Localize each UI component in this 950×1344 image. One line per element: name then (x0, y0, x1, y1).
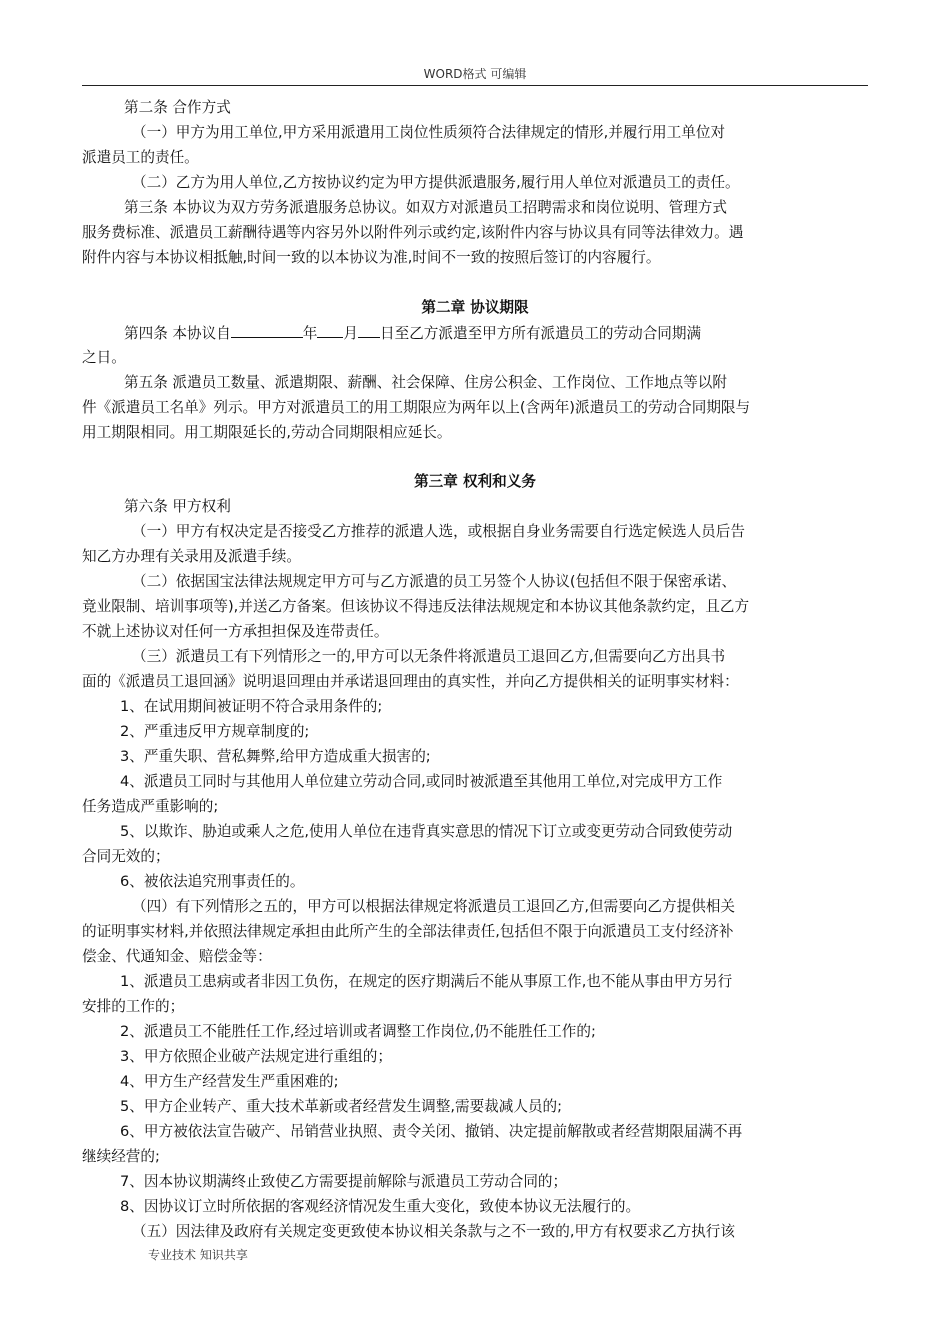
article-2-clause-2: （二）乙方为用人单位,乙方按协议约定为甲方提供派遣服务,履行用人单位对派遣员工的责任。 (132, 174, 740, 191)
list-item: 4、派遣员工同时与其他用人单位建立劳动合同,或同时被派遣至其他用工单位,对完成甲方工作 (120, 773, 723, 790)
chapter-3-heading: 第三章 权利和义务 (414, 473, 536, 490)
month-blank[interactable] (317, 323, 343, 338)
article-6-clause-3-cont: 面的《派遣员工退回涵》说明退回理由并承诺退回理由的真实性，并向乙方提供相关的证明事实材料： (82, 673, 739, 690)
article-6-title: 第六条 甲方权利 (124, 498, 231, 515)
page-footer: 专业技术 知识共享 (148, 1248, 248, 1262)
article-2-clause-1: （一）甲方为用工单位,甲方采用派遣用工岗位性质须符合法律规定的情形,并履行用工单位对 (132, 124, 726, 141)
day-blank[interactable] (358, 323, 380, 338)
list-item: 6、被依法追究刑事责任的。 (120, 873, 305, 890)
article-6-clause-3: （三）派遣员工有下列情形之一的,甲方可以无条件将派遣员工退回乙方,但需要向乙方出具书 (132, 648, 726, 665)
article-3-line-3: 附件内容与本协议相抵触,时间一致的以本协议为准,时间不一致的按照后签订的内容履行。 (82, 249, 661, 266)
article-5-line-2: 件《派遣员工名单》列示。甲方对派遣员工的用工期限应为两年以上(含两年)派遣员工的劳动合同期限与 (82, 399, 751, 416)
list-item: 8、因协议订立时所依据的客观经济情况发生重大变化，致使本协议无法履行的。 (120, 1198, 641, 1215)
list-item-cont: 任务造成严重影响的; (82, 798, 219, 815)
list-item: 4、甲方生产经营发生严重困难的; (120, 1073, 339, 1090)
article-6-clause-1-cont: 知乙方办理有关录用及派遣手续。 (82, 548, 301, 565)
list-item: 1、在试用期间被证明不符合录用条件的; (120, 698, 383, 715)
list-item: 3、甲方依照企业破产法规定进行重组的； (120, 1048, 392, 1065)
article-4-prefix: 第四条 本协议自 (124, 325, 231, 342)
article-4-year-label: 年 (302, 325, 318, 342)
article-4-month-label: 月 (343, 325, 359, 342)
chapter-2-heading: 第二章 协议期限 (421, 299, 529, 316)
list-item-cont: 合同无效的； (82, 848, 170, 865)
list-item: 7、因本协议期满终止致使乙方需要提前解除与派遣员工劳动合同的； (120, 1173, 568, 1190)
list-item: 3、严重失职、营私舞弊,给甲方造成重大损害的; (120, 748, 431, 765)
article-3-line-1: 第三条 本协议为双方劳务派遣服务总协议。如双方对派遣员工招聘需求和岗位说明、管理方式 (124, 199, 727, 216)
article-2-clause-1-cont: 派遣员工的责任。 (82, 149, 199, 166)
article-5-line-3: 用工期限相同。用工期限延长的,劳动合同期限相应延长。 (82, 424, 452, 441)
article-4-line-2: 之日。 (82, 349, 126, 366)
list-item-cont: 继续经营的; (82, 1148, 160, 1165)
article-6-clause-5: （五）因法律及政府有关规定变更致使本协议相关条款与之不一致的,甲方有权要求乙方执行该 (132, 1223, 735, 1240)
header-divider (82, 85, 868, 86)
article-4-line-1 (124, 323, 701, 343)
list-item: 2、派遣员工不能胜任工作,经过培训或者调整工作岗位,仍不能胜任工作的; (120, 1023, 596, 1040)
list-item: 5、以欺诈、胁迫或乘人之危,使用人单位在违背真实意思的情况下订立或变更劳动合同致使劳动 (120, 823, 733, 840)
list-item-cont: 安排的工作的； (82, 998, 185, 1015)
article-2-title: 第二条 合作方式 (124, 99, 231, 116)
list-item: 1、派遣员工患病或者非因工负伤，在规定的医疗期满后不能从事原工作,也不能从事由甲方另行 (120, 973, 733, 990)
list-item: 5、甲方企业转产、重大技术革新或者经营发生调整,需要裁减人员的; (120, 1098, 563, 1115)
list-item: 6、甲方被依法宣告破产、吊销营业执照、责令关闭、撤销、决定提前解散或者经营期限届满不再 (120, 1123, 743, 1140)
article-6-clause-2: （二）依据国宝法律法规规定甲方可与乙方派遣的员工另签个人协议(包括但不限于保密承诺、 (132, 573, 737, 590)
article-6-clause-4-cont: 偿金、代通知金、赔偿金等： (82, 948, 272, 965)
page-header: WORD格式 可编辑 (423, 67, 527, 81)
article-6-clause-4-cont: 的证明事实材料,并依照法律规定承担由此所产生的全部法律责任,包括但不限于向派遣员工支付经济补 (82, 923, 734, 940)
year-blank[interactable] (231, 323, 303, 338)
list-item: 2、严重违反甲方规章制度的; (120, 723, 310, 740)
article-6-clause-2-cont: 竟业限制、培训事项等),并送乙方备案。但该协议不得违反法律法规规定和本协议其他条款约定，且乙方 (82, 598, 750, 615)
article-6-clause-4: （四）有下列情形之五的，甲方可以根据法律规定将派遣员工退回乙方,但需要向乙方提供相关 (132, 898, 735, 915)
article-3-line-2: 服务费标准、派遣员工薪酬待遇等内容另外以附件列示或约定,该附件内容与协议具有同等法律效力。遇 (82, 224, 744, 241)
article-6-clause-2-cont: 不就上述协议对任何一方承担担保及连带责任。 (82, 623, 389, 640)
article-4-suffix: 日至乙方派遣至甲方所有派遣员工的劳动合同期满 (380, 325, 702, 342)
article-5-line-1: 第五条 派遣员工数量、派遣期限、薪酬、社会保障、住房公积金、工作岗位、工作地点等以附 (124, 374, 727, 391)
article-6-clause-1: （一）甲方有权决定是否接受乙方推荐的派遣人选，或根据自身业务需要自行选定候选人员后告 (132, 523, 745, 540)
